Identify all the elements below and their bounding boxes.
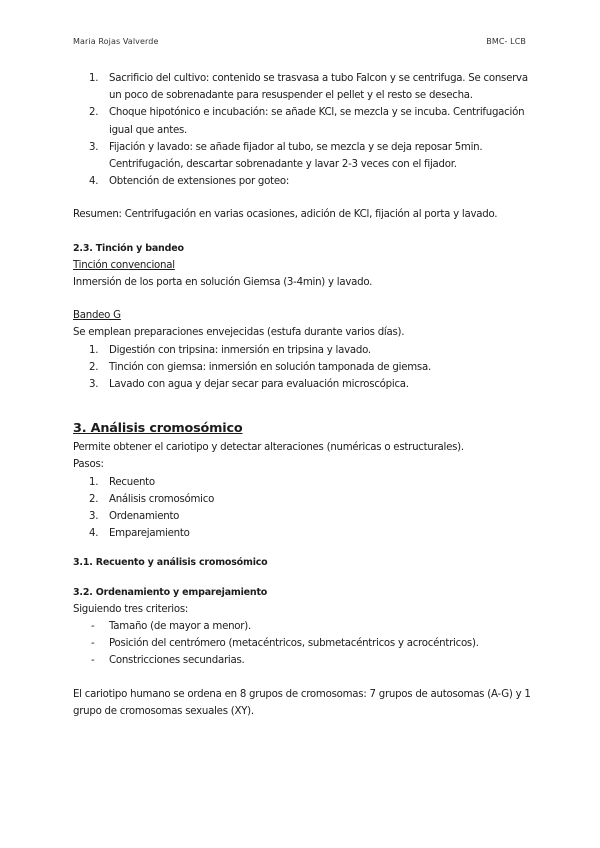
list-text: Tamaño (de mayor a menor). (109, 621, 251, 633)
list-item (73, 104, 533, 138)
list-item (73, 491, 533, 508)
list-text: Lavado con agua y dejar secar para evaluación microscópica. (109, 379, 409, 391)
section-3-heading: 3. Análisis cromosómico (73, 421, 243, 437)
steps-label: Pasos: (73, 459, 104, 471)
list-number: 1. (89, 73, 99, 84)
g-banding-steps-list (73, 342, 533, 394)
list-text: Recuento (109, 476, 155, 488)
document-body (73, 70, 533, 720)
list-number: 2. (89, 493, 99, 505)
section-3-2-intro: Siguiendo tres criterios: (73, 603, 189, 615)
list-text: Análisis cromosómico (109, 493, 215, 505)
criteria-list (73, 618, 533, 670)
karyotype-conclusion: El cariotipo humano se ordena en 8 grupos de cromosomas: 7 grupos de autosomas (A-G) y 1 grupo de cromosomas sexuales (XY). (73, 688, 531, 717)
header-course: BMC- LCB (486, 37, 526, 46)
list-text: Digestión con tripsina: inmersión en tripsina y lavado. (109, 344, 371, 356)
list-item (73, 525, 533, 542)
section-3-1-heading: 3.1. Recuento y análisis cromosómico (73, 557, 268, 569)
list-item (73, 359, 533, 376)
section-2-3-heading: 2.3. Tinción y bandeo (73, 242, 184, 254)
list-text: Ordenamiento (109, 511, 180, 523)
list-number: 4. (89, 176, 99, 188)
g-banding-text: Se emplean preparaciones envejecidas (estufa durante varios días). (73, 327, 405, 339)
list-dash: - (91, 621, 95, 633)
list-number: 3. (89, 379, 99, 391)
list-number: 2. (89, 107, 99, 119)
list-text: Constricciones secundarias. (109, 655, 245, 667)
list-item (73, 508, 533, 525)
header-author: Maria Rojas Valverde (73, 37, 159, 46)
list-item (73, 342, 533, 359)
list-number: 4. (89, 528, 99, 540)
list-item (73, 376, 533, 393)
list-item (73, 652, 533, 669)
conventional-staining-subtitle: Tinción convencional (73, 259, 175, 271)
list-item (73, 474, 533, 491)
list-number: 3. (89, 511, 99, 523)
list-text: Obtención de extensiones por goteo: (109, 176, 290, 188)
list-number: 1. (89, 476, 99, 488)
summary-paragraph: Resumen: Centrifugación en varias ocasiones, adición de KCl, fijación al porta y lavado. (73, 209, 498, 221)
preparation-steps-list (73, 70, 533, 190)
list-item (73, 173, 533, 190)
list-text: Posición del centrómero (metacéntricos, submetacéntricos y acrocéntricos). (109, 638, 479, 650)
section-3-2-heading: 3.2. Ordenamiento y emparejamiento (73, 586, 268, 598)
list-text: Choque hipotónico e incubación: se añade KCl, se mezcla y se incuba. Centrifugación igual que antes. (109, 107, 525, 136)
list-number: 2. (89, 361, 99, 373)
list-dash: - (91, 655, 95, 667)
g-banding-subtitle: Bandeo G (73, 310, 121, 322)
list-dash: - (91, 638, 95, 650)
list-text: Tinción con giemsa: inmersión en solución tamponada de giemsa. (109, 361, 431, 373)
list-number: 3. (89, 141, 99, 153)
list-number: 1. (89, 344, 99, 356)
list-text: Emparejamiento (109, 528, 190, 540)
list-text: Sacrificio del cultivo: contenido se trasvasa a tubo Falcon y se centrifuga. Se conserva un poco de sobrenadante para resuspender el pellet y el resto se desecha. (109, 73, 528, 102)
list-item (73, 139, 533, 173)
conventional-staining-text: Inmersión de los porta en solución Giemsa (3-4min) y lavado. (73, 277, 373, 289)
analysis-steps-list (73, 474, 533, 543)
list-item (73, 70, 533, 104)
list-item (73, 635, 533, 652)
section-3-intro: Permite obtener el cariotipo y detectar alteraciones (numéricas o estructurales). (73, 442, 464, 454)
list-item (73, 618, 533, 635)
list-text: Fijación y lavado: se añade fijador al tubo, se mezcla y se deja reposar 5min. Centrifugación, descartar sobrenadante y lavar 2-3 veces con el fijador. (109, 141, 483, 171)
